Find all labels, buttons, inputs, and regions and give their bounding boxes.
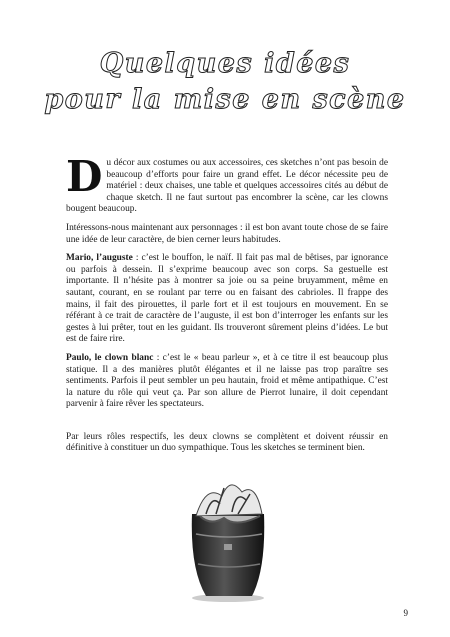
conclusion-paragraph: Par leurs rôles respectifs, les deux clowns se complètent et doivent réussir en définitive à constituer un duo sympathique. Tous les sketches se terminent bien. [66, 431, 388, 454]
mario-paragraph [66, 253, 388, 346]
paulo-text: : c’est le « beau parleur », et à ce titre il est beaucoup plus statique. Il a des manières plutôt élégantes et il ne laisse pas trop paraître ses sentiments. Parfois il peut sembler un peu hautain, froid et même antipathique. C’est la nature du rôle qui veut ça. Par son allure de Pierrot lunaire, il doit cependant parvenir à faire rêver les spectateurs. [66, 352, 388, 410]
page-title-line-2: pour la mise en scène [44, 84, 406, 115]
suitcase-photo [176, 474, 276, 604]
drop-cap: D [66, 152, 103, 201]
paulo-name: Paulo, le clown blanc [66, 352, 154, 363]
body-text [66, 152, 388, 462]
mario-name: Mario, l’auguste [66, 253, 133, 264]
mario-text: : c’est le bouffon, le naïf. Il fait pas mal de bêtises, par ignorance ou parfois à dessein. Il s’exprime beaucoup avec son corps. Sa gestuelle est importante. Il n’hésite pas à montrer sa joie ou sa peine bruyamment, même en sautant, courant, en se roulant par terre ou en faisant des cabrioles. Il frappe des mains, il fait des pirouettes, il parle fort et il est toujours en mouvement. En se référant à ce trait de caractère de l’auguste, il est bon d’interroger les enfants sur les gestes à lui prêter, tout en les guidant. Ils trouveront sûrement pleins d’idées. Le but est de faire rire. [66, 253, 388, 345]
characters-intro-paragraph: Intéressons-nous maintenant aux personnages : il est bon avant toute chose de se faire une idée de leur caractère, de bien cerner leurs habitudes. [66, 222, 388, 245]
paulo-paragraph [66, 353, 388, 411]
intro-text: u décor aux costumes ou aux accessoires, ces sketches n’ont pas besoin de beaucoup d’efforts pour faire un grand effet. Le décor nécessite peu de matériel : deux chaises, une table et quelques accessoires cités au début de chaque sketch. Il ne faut surtout pas encombrer la scène, car les clowns bougent beaucoup. [66, 158, 388, 215]
intro-paragraph [66, 152, 388, 216]
page-title-line-1: Quelques idées [99, 48, 351, 79]
page-number: 9 [403, 608, 408, 618]
